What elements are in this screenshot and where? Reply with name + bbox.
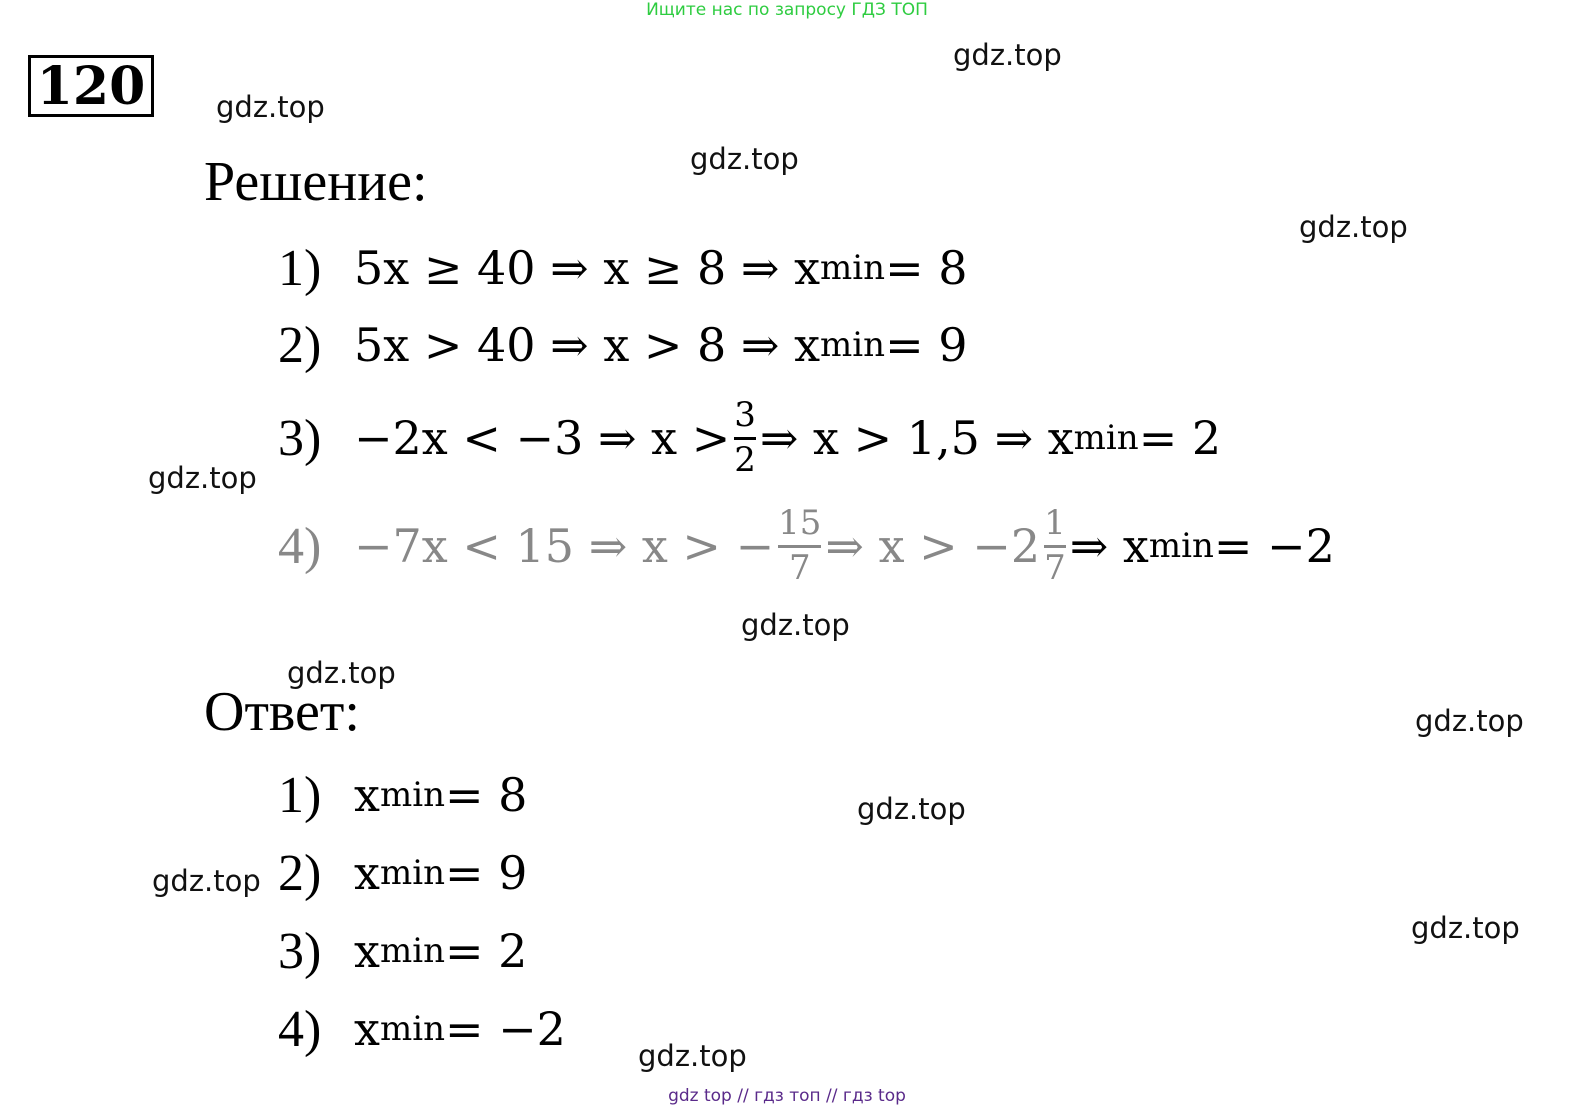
expression-result: = −2	[1213, 519, 1335, 573]
watermark: gdz.top	[1411, 911, 1520, 945]
subscript: min	[379, 853, 445, 893]
item-label: 4)	[278, 517, 322, 575]
solution-line-3	[278, 390, 1221, 486]
footer-links: gdz top // гдз топ // гдз top	[668, 1086, 906, 1106]
solution-heading: Решение:	[204, 151, 428, 213]
watermark: gdz.top	[152, 864, 261, 898]
subscript: min	[820, 325, 886, 365]
expression: −7x < 15 ⇒ x > −	[354, 519, 775, 573]
subscript: min	[379, 1009, 445, 1049]
expression: −2x < −3 ⇒ x >	[354, 411, 731, 465]
solution-line-2	[278, 312, 968, 378]
item-label: 1)	[278, 239, 322, 297]
answer-value: = −2	[444, 1002, 566, 1056]
watermark: gdz.top	[287, 656, 396, 690]
subscript: min	[820, 248, 886, 288]
subscript: min	[1148, 526, 1214, 566]
watermark: gdz.top	[857, 792, 966, 826]
item-label: 4)	[278, 1000, 322, 1058]
watermark: gdz.top	[690, 142, 799, 176]
watermark: gdz.top	[148, 461, 257, 495]
expression-result: = 2	[1138, 411, 1222, 465]
answer-line-2	[278, 840, 527, 906]
fraction	[1044, 502, 1066, 588]
solution-line-4	[278, 498, 1335, 594]
watermark: gdz.top	[638, 1039, 747, 1073]
subscript: min	[379, 931, 445, 971]
top-banner: Ищите нас по запросу ГДЗ ТОП	[646, 0, 928, 20]
item-label: 2)	[278, 316, 322, 374]
fraction-numerator: 1	[1044, 502, 1066, 543]
expression: ⇒ x > 1,5 ⇒ x	[759, 411, 1074, 465]
expression-result: = 8	[885, 241, 968, 295]
answer-line-4	[278, 996, 566, 1062]
answer-heading: Ответ:	[204, 681, 360, 743]
expression: ⇒ x > −2	[825, 519, 1041, 573]
answer-value: = 2	[444, 924, 528, 978]
answer-line-3	[278, 918, 527, 984]
fraction-numerator: 3	[734, 394, 756, 435]
expression-result: = 9	[885, 318, 968, 372]
variable: x	[354, 924, 380, 978]
watermark: gdz.top	[741, 608, 850, 642]
watermark: gdz.top	[1415, 704, 1524, 738]
watermark: gdz.top	[1299, 210, 1408, 244]
expression: ⇒ x	[1069, 519, 1149, 573]
expression: 5x ≥ 40 ⇒ x ≥ 8 ⇒ x	[354, 241, 821, 295]
solution-line-1	[278, 235, 968, 301]
fraction-denominator: 2	[734, 439, 756, 480]
subscript: min	[1073, 418, 1139, 458]
fraction-numerator: 15	[778, 502, 822, 543]
item-label: 3)	[278, 922, 322, 980]
fraction-denominator: 7	[1044, 547, 1066, 588]
answer-value: = 9	[444, 846, 528, 900]
fraction-denominator: 7	[788, 547, 811, 588]
fraction	[778, 502, 822, 588]
item-label: 1)	[278, 766, 322, 824]
expression: 5x > 40 ⇒ x > 8 ⇒ x	[354, 318, 821, 372]
answer-value: = 8	[444, 768, 528, 822]
problem-number-box: 120	[28, 55, 154, 117]
answer-line-1	[278, 762, 527, 828]
fraction	[734, 394, 756, 480]
variable: x	[354, 1002, 380, 1056]
variable: x	[354, 768, 380, 822]
subscript: min	[379, 775, 445, 815]
item-label: 2)	[278, 844, 322, 902]
watermark: gdz.top	[216, 90, 325, 124]
item-label: 3)	[278, 409, 322, 467]
watermark: gdz.top	[953, 38, 1062, 72]
variable: x	[354, 846, 380, 900]
